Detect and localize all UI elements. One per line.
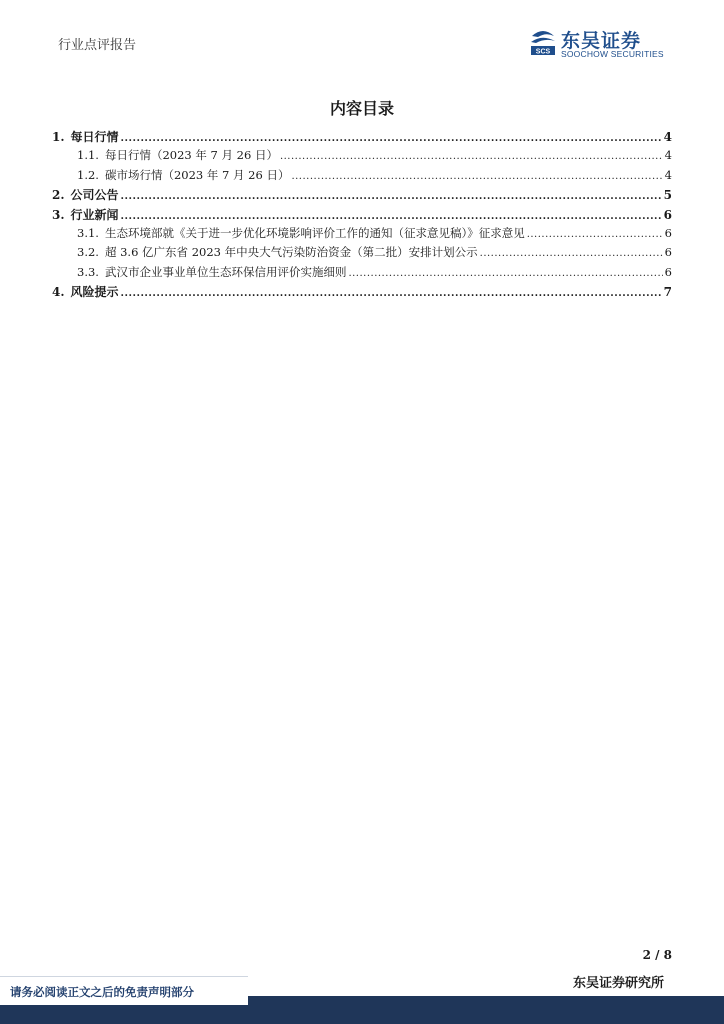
brand-logo — [528, 26, 678, 62]
footer-org-name: 东吴证券研究所 — [572, 976, 664, 991]
toc-entry-text: 公司公告 — [70, 188, 119, 203]
toc-leader-dots — [291, 171, 662, 182]
toc-leader-dots — [121, 191, 662, 202]
toc-entry[interactable] — [52, 147, 672, 166]
toc-entry-page: 6 — [664, 225, 672, 240]
toc-entry-text: 每日行情（2023 年 7 月 26 日） — [104, 148, 278, 163]
toc-entry-page: 6 — [663, 207, 672, 222]
toc-entry-number: 3.3. — [77, 264, 99, 279]
toc-entry-page: 6 — [664, 264, 672, 279]
toc-leader-dots — [280, 151, 663, 162]
toc-leader-dots — [121, 133, 662, 144]
report-category: 行业点评报告 — [58, 38, 137, 53]
toc-entry-number: 1.2. — [77, 167, 99, 182]
toc-entry-text: 生态环境部就《关于进一步优化环境影响评价工作的通知（征求意见稿）》征求意见 — [104, 225, 525, 240]
logo-name-en: SOOCHOW SECURITIES — [561, 49, 664, 59]
toc-entry-text: 超 3.6 亿广东省 2023 年中央大气污染防治资金（第二批）安排计划公示 — [104, 245, 478, 260]
toc-entry-text: 武汉市企业事业单位生态环保信用评价实施细则 — [104, 264, 347, 279]
toc-entry-number: 2. — [52, 188, 65, 203]
toc-entry[interactable] — [52, 206, 672, 225]
toc-leader-dots — [121, 211, 662, 222]
toc-entry[interactable] — [52, 283, 672, 302]
logo-mark-text: SCS — [535, 48, 551, 56]
toc-entry[interactable] — [52, 244, 672, 263]
toc-entry-page: 5 — [663, 188, 672, 203]
page-number: 2 / 8 — [642, 948, 672, 962]
toc-entry-page: 4 — [664, 167, 672, 182]
toc-entry[interactable] — [52, 264, 672, 283]
toc-leader-dots — [527, 229, 663, 240]
toc-leader-dots — [348, 268, 662, 279]
toc-entry-number: 3. — [52, 207, 65, 222]
toc-entry[interactable] — [52, 186, 672, 205]
toc-title: 内容目录 — [329, 99, 394, 118]
table-of-contents — [52, 128, 672, 303]
logo-name-cn: 东吴证券 — [561, 30, 642, 52]
toc-entry-number: 1.1. — [77, 148, 99, 163]
soochow-logo-icon — [528, 28, 558, 58]
toc-entry-number: 3.1. — [77, 225, 99, 240]
toc-entry[interactable] — [52, 167, 672, 186]
toc-entry-text: 行业新闻 — [70, 207, 119, 222]
toc-entry-number: 4. — [52, 285, 65, 300]
toc-entry[interactable] — [52, 225, 672, 244]
toc-entry-page: 7 — [663, 285, 672, 300]
toc-entry-text: 每日行情 — [70, 130, 119, 144]
toc-entry-page: 4 — [663, 130, 672, 144]
toc-entry-number: 1. — [52, 130, 65, 144]
toc-entry-number: 3.2. — [77, 245, 99, 260]
toc-entry-text: 风险提示 — [70, 285, 119, 300]
footer-disclaimer: 请务必阅读正文之后的免责声明部分 — [10, 985, 194, 999]
toc-entry-text: 碳市场行情（2023 年 7 月 26 日） — [104, 167, 290, 182]
toc-entry-page: 6 — [664, 245, 672, 260]
toc-leader-dots — [480, 248, 663, 259]
toc-entry[interactable] — [52, 128, 672, 147]
toc-leader-dots — [121, 288, 662, 299]
toc-entry-page: 4 — [664, 148, 672, 163]
